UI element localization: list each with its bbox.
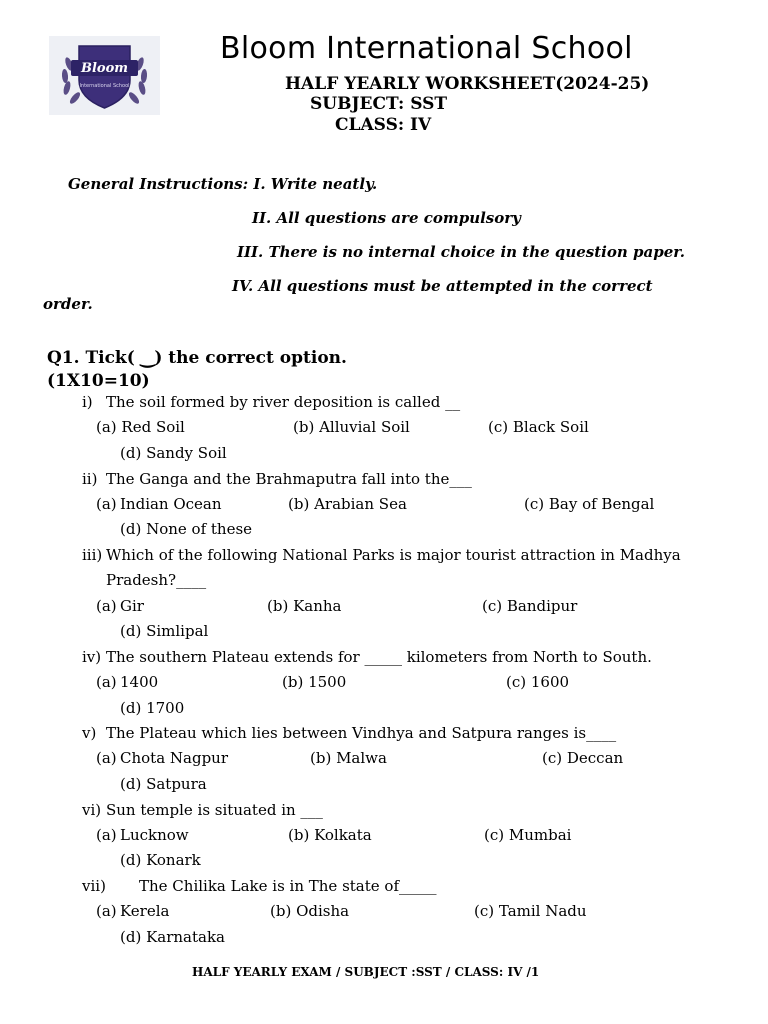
option-a-marker: (a)	[96, 597, 117, 615]
section-title: Q1. Tick( ‿) the correct option.	[47, 348, 347, 368]
instruction-line-4: IV. All questions must be attempted in the correct	[232, 277, 653, 295]
option-a-marker: (a)	[96, 749, 117, 767]
option-d: (d) Sandy Soil	[120, 444, 227, 462]
question-text: The southern Plateau extends for _____ kilometers from North to South.	[106, 648, 652, 666]
question-text: Sun temple is situated in ___	[106, 801, 323, 819]
instruction-line-2: II. All questions are compulsory	[252, 209, 521, 227]
question-number: i)	[82, 393, 93, 411]
option-c: (c) Mumbai	[484, 826, 572, 844]
question-number: v)	[82, 724, 97, 742]
option-d: (d) Konark	[120, 851, 201, 869]
instruction-line-1: General Instructions: I. Write neatly.	[68, 175, 378, 193]
option-b: (b) Malwa	[310, 749, 387, 767]
question-text: The Ganga and the Brahmaputra fall into the___	[106, 470, 472, 488]
option-a: Gir	[120, 597, 144, 615]
question-number: vii)	[82, 877, 106, 895]
question-number: iv)	[82, 648, 102, 666]
option-a: Chota Nagpur	[120, 749, 229, 767]
option-b: (b) 1500	[282, 673, 347, 691]
option-a: Indian Ocean	[120, 495, 222, 513]
option-c: (c) 1600	[506, 673, 570, 691]
option-b: (b) Kanha	[267, 597, 342, 615]
option-b: (b) Kolkata	[288, 826, 372, 844]
subject-line: SUBJECT: SST	[310, 94, 448, 114]
option-a: (a) Red Soil	[96, 418, 185, 436]
option-a: 1400	[120, 673, 159, 691]
option-d: (d) 1700	[120, 699, 185, 717]
page-footer: HALF YEARLY EXAM / SUBJECT :SST / CLASS: IV /1	[192, 965, 540, 979]
worksheet-title: HALF YEARLY WORKSHEET(2024-25)	[285, 74, 650, 94]
option-d: (d) Satpura	[120, 775, 207, 793]
question-text: Which of the following National Parks is major tourist attraction in Madhya	[106, 546, 681, 564]
option-b: (b) Odisha	[270, 902, 350, 920]
option-a: Lucknow	[120, 826, 189, 844]
option-a-marker: (a)	[96, 902, 117, 920]
question-text: The soil formed by river deposition is called __	[106, 393, 461, 411]
option-c: (c) Deccan	[542, 749, 624, 767]
question-text: The Chilika Lake is in The state of_____	[139, 877, 437, 895]
option-d: (d) Simlipal	[120, 622, 209, 640]
school-name: Bloom International School	[220, 31, 633, 66]
section-marks: (1X10=10)	[47, 371, 150, 391]
question-number: ii)	[82, 470, 98, 488]
option-a-marker: (a)	[96, 495, 117, 513]
question-number: vi)	[82, 801, 102, 819]
option-b: (b) Arabian Sea	[288, 495, 407, 513]
question-text: The Plateau which lies between Vindhya and Satpura ranges is____	[106, 724, 617, 742]
option-c: (c) Black Soil	[488, 418, 589, 436]
option-a: Kerela	[120, 902, 170, 920]
class-line: CLASS: IV	[335, 115, 432, 135]
option-c: (c) Tamil Nadu	[474, 902, 587, 920]
logo-text: Bloom	[80, 61, 129, 76]
question-text-cont: Pradesh?____	[106, 571, 207, 589]
option-b: (b) Alluvial Soil	[293, 418, 410, 436]
instruction-line-3: III. There is no internal choice in the question paper.	[237, 243, 685, 261]
option-a-marker: (a)	[96, 673, 117, 691]
logo-subtext: International School	[79, 83, 130, 89]
option-a-marker: (a)	[96, 826, 117, 844]
option-c: (c) Bandipur	[482, 597, 578, 615]
option-c: (c) Bay of Bengal	[524, 495, 655, 513]
instruction-line-4-cont: order.	[43, 295, 93, 313]
option-d: (d) None of these	[120, 520, 253, 538]
option-d: (d) Karnataka	[120, 928, 225, 946]
school-logo	[49, 36, 160, 115]
question-number: iii)	[82, 546, 103, 564]
